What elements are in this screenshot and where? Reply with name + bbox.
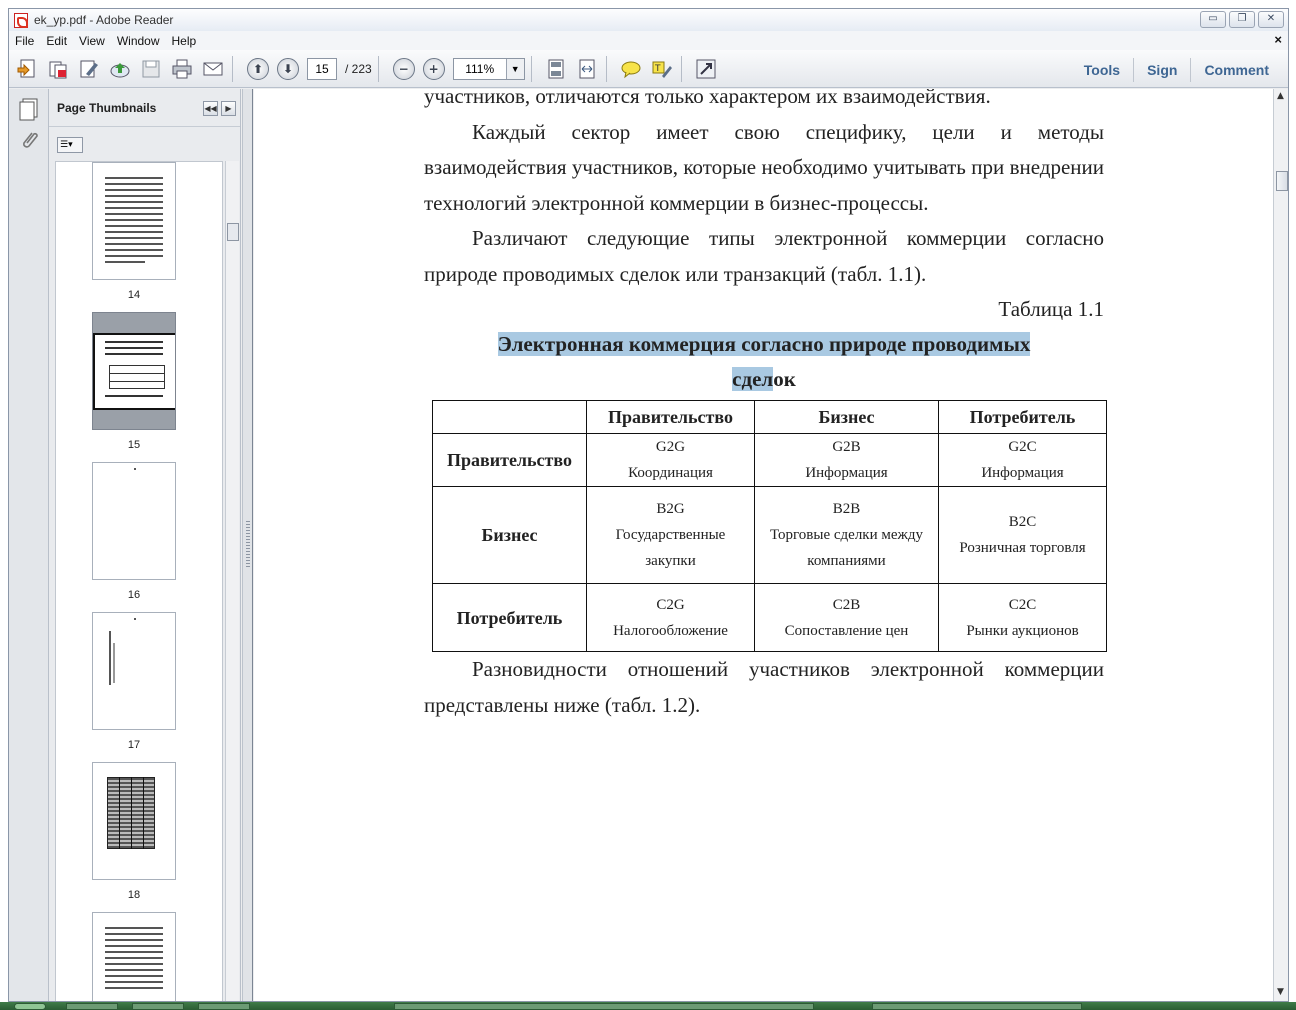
menu-edit[interactable]: Edit [46, 33, 68, 48]
previous-page-icon[interactable]: ⬆ [247, 58, 269, 80]
document-view [254, 89, 1273, 1002]
thumbnail-page-number: 18 [127, 889, 141, 901]
pdf-file-icon [14, 13, 28, 28]
taskbar-item[interactable] [394, 1003, 814, 1010]
toolbar-separator [232, 56, 233, 82]
window-controls [1200, 11, 1284, 28]
paragraph: Каждый сектор имеет свою специфику, цели и методы взаимодействия участников, которые необходимо учитывать при внедрении технологий электронной коммерции в бизнес-процессы. [424, 119, 1104, 215]
print-icon[interactable] [169, 56, 195, 82]
taskbar-item[interactable] [198, 1003, 250, 1010]
thumbnails-title: Page Thumbnails [57, 100, 157, 115]
collapse-panel-icon[interactable]: ◀◀ [203, 101, 218, 116]
fit-page-icon[interactable] [543, 56, 569, 82]
close-button[interactable]: ✕ [1258, 11, 1284, 28]
table-cell: G2C Информация [939, 434, 1107, 487]
minimize-button[interactable]: ▭ [1200, 11, 1226, 28]
full-screen-icon[interactable] [693, 56, 719, 82]
document-scrollbar[interactable] [1273, 89, 1289, 1002]
sticky-note-icon[interactable] [618, 56, 644, 82]
sign-button[interactable]: Sign [1147, 62, 1178, 78]
scrollbar-thumb[interactable] [227, 223, 239, 241]
zoom-in-icon[interactable]: + [423, 58, 445, 80]
table-row-header: Правительство [433, 434, 587, 487]
expand-panel-icon[interactable]: ▶ [221, 101, 236, 116]
table-number: Таблица 1.1 [998, 297, 1104, 321]
splitter-grip[interactable] [246, 521, 250, 569]
menu-window[interactable]: Window [116, 33, 160, 48]
page-thumbnails-icon[interactable] [18, 97, 40, 121]
create-pdf-icon[interactable] [14, 56, 40, 82]
table-corner-cell [433, 401, 587, 434]
thumbnail-page-image [92, 462, 176, 580]
zoom-select[interactable] [453, 58, 525, 80]
scrollbar-thumb[interactable] [1276, 171, 1288, 191]
title-bar [9, 9, 1288, 31]
thumbnail-page-number: 15 [127, 439, 141, 451]
thumbnail-list [55, 161, 223, 1002]
table-row-header: Потребитель [433, 584, 587, 652]
selected-text[interactable]: сдел [732, 367, 774, 391]
close-document-button[interactable]: × [1274, 32, 1282, 47]
thumbnail-page-image [92, 912, 176, 1002]
table-row [433, 584, 1107, 652]
thumbnail-page-image [92, 612, 176, 730]
page-thumbnails-panel [49, 89, 241, 1002]
attachments-icon[interactable] [18, 129, 40, 153]
menu-help[interactable]: Help [171, 33, 197, 48]
thumbnail-options-icon[interactable]: ☰▾ [57, 137, 83, 153]
task-pane-links [1071, 58, 1282, 82]
edit-pdf-icon[interactable] [76, 56, 102, 82]
svg-text:T: T [654, 63, 661, 74]
taskbar-item[interactable] [66, 1003, 118, 1010]
thumbnails-scrollbar[interactable] [225, 161, 239, 1002]
table-header-cell: Бизнес [755, 401, 939, 434]
menu-bar [9, 31, 1288, 50]
zoom-value: 111% [465, 61, 495, 76]
thumbnail-item[interactable] [92, 462, 176, 601]
pdf-page [424, 89, 1104, 723]
visible-area-frame[interactable] [93, 333, 176, 410]
navigation-pane-strip [9, 89, 49, 1002]
table-cell: B2B Торговые сделки между компаниями [755, 487, 939, 584]
email-icon[interactable] [200, 56, 226, 82]
menu-view[interactable]: View [79, 33, 105, 48]
thumbnail-page-image [92, 162, 176, 280]
table-cell: C2G Налогообложение [587, 584, 755, 652]
table-title [424, 327, 1104, 397]
paragraph: Различают следующие типы электронной коммерции согласно природе проводимых сделок или транзакций (табл. 1.1). [424, 226, 1104, 286]
highlight-text-icon[interactable] [649, 56, 675, 82]
toolbar-separator [531, 56, 532, 82]
table-cell: B2G Государственные закупки [587, 487, 755, 584]
window-title: ek_yp.pdf - Adobe Reader [34, 13, 174, 27]
thumbnail-page-number: 17 [127, 739, 141, 751]
thumbnail-item[interactable] [92, 762, 176, 901]
thumbnail-page-image [92, 312, 176, 430]
table-title-rest: ок [773, 367, 796, 391]
toolbar-separator [681, 56, 682, 82]
page-total: / 223 [345, 61, 372, 76]
menu-file[interactable]: File [15, 33, 35, 48]
table-row [433, 434, 1107, 487]
restore-button[interactable]: ❐ [1229, 11, 1255, 28]
toolbar-separator [606, 56, 607, 82]
thumbnail-page-image [92, 762, 176, 880]
scroll-down-icon[interactable]: ▼ [1277, 987, 1284, 997]
taskbar-item[interactable] [872, 1003, 1082, 1010]
chevron-down-icon[interactable]: ▼ [506, 59, 524, 79]
save-icon[interactable] [138, 56, 164, 82]
thumbnail-item[interactable] [92, 912, 176, 1002]
zoom-out-icon[interactable]: − [393, 58, 415, 80]
selected-text[interactable]: Электронная коммерция согласно природе проводимых [497, 332, 1031, 356]
toolbar-separator [378, 56, 379, 82]
table-header-cell: Потребитель [939, 401, 1107, 434]
comment-button[interactable]: Comment [1204, 62, 1269, 78]
fit-width-icon[interactable] [574, 56, 600, 82]
taskbar-item[interactable] [132, 1003, 184, 1010]
adobe-reader-window [8, 8, 1289, 1002]
table-cell: G2B Информация [755, 434, 939, 487]
next-page-icon[interactable]: ⬇ [277, 58, 299, 80]
table-cell: G2G Координация [587, 434, 755, 487]
ecommerce-table [432, 400, 1107, 652]
paragraph: Разновидности отношений участников электронной коммерции представлены ниже (табл. 1.2). [424, 657, 1104, 717]
upload-icon[interactable] [107, 56, 133, 82]
taskbar [0, 1002, 1296, 1010]
thumbnail-item-selected[interactable] [92, 312, 176, 451]
table-header-cell: Правительство [587, 401, 755, 434]
thumbnail-item[interactable] [92, 162, 176, 301]
table-header-row [433, 401, 1107, 434]
table-row-header: Бизнес [433, 487, 587, 584]
thumbnail-page-number: 16 [127, 589, 141, 601]
table-cell: C2C Рынки аукционов [939, 584, 1107, 652]
thumbnail-item[interactable] [92, 612, 176, 751]
main-toolbar [9, 50, 1288, 88]
tools-button[interactable]: Tools [1083, 62, 1121, 78]
table-cell: C2B Сопоставление цен [755, 584, 939, 652]
table-row [433, 487, 1107, 584]
panel-splitter[interactable] [242, 89, 253, 1002]
thumbnail-page-number: 14 [127, 289, 141, 301]
combine-files-icon[interactable] [45, 56, 71, 82]
scroll-up-icon[interactable]: ▲ [1277, 91, 1284, 101]
page-number-input[interactable]: 15 [307, 58, 337, 80]
table-cell: B2C Розничная торговля [939, 487, 1107, 584]
start-button[interactable] [14, 1003, 46, 1010]
paragraph: участников, отличаются только характером их взаимодействия. [424, 89, 991, 108]
